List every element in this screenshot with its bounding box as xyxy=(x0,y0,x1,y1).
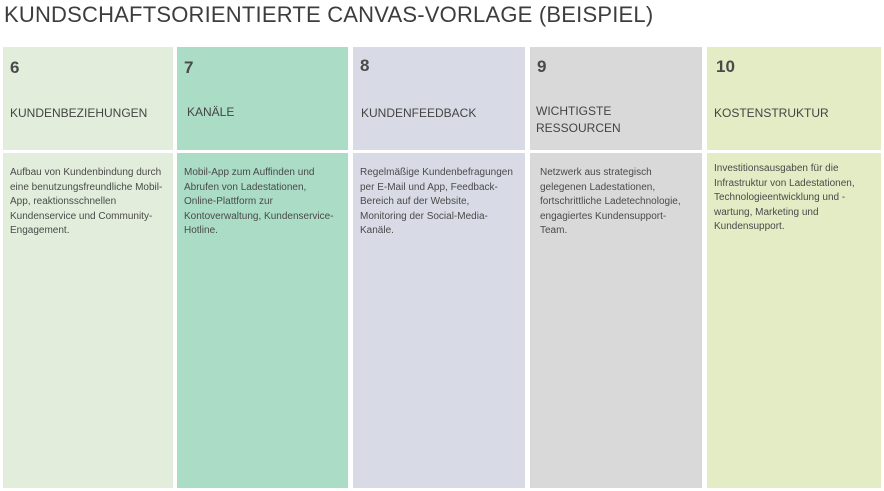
column-body xyxy=(353,153,525,488)
column-header xyxy=(353,47,525,150)
column-number: 8 xyxy=(360,56,370,75)
column-body xyxy=(3,153,173,488)
column-text: Mobil-App zum Auffinden und Abrufen von Ladestationen, Online-Plattform zur Kontoverwaltung, Kundenservice-Hotline. xyxy=(184,167,334,237)
column-number: 9 xyxy=(537,57,547,76)
column-body xyxy=(177,153,348,488)
column-label: KUNDENFEEDBACK xyxy=(361,106,477,120)
column-text: Netzwerk aus strategisch gelegenen Ladestationen, fortschrittliche Ladetechnologie, engagiertes Kundensupport-Team. xyxy=(540,167,681,237)
column-label: KOSTENSTRUKTUR xyxy=(714,106,829,120)
column-label: WICHTIGSTE RESSOURCEN xyxy=(536,104,621,135)
column-text: Aufbau von Kundenbindung durch eine benutzungsfreundliche Mobil-App, reaktionsschnellen Kundenservice und Community-Engagement. xyxy=(10,167,163,237)
column-label: KANÄLE xyxy=(187,105,235,119)
column-label: KUNDENBEZIEHUNGEN xyxy=(10,106,148,120)
column-header xyxy=(177,47,348,150)
column-number: 10 xyxy=(716,57,735,76)
column-number: 7 xyxy=(184,58,194,77)
column-number: 6 xyxy=(10,58,20,77)
column-text: Investitionsausgaben für die Infrastruktur von Ladestationen, Technologieentwicklung und -wartung, Marketing und Kundensupport. xyxy=(714,163,855,233)
column-header xyxy=(530,47,702,150)
page-title: KUNDSCHAFTSORIENTIERTE CANVAS-VORLAGE (BEISPIEL) xyxy=(4,2,654,27)
column-text: Regelmäßige Kundenbefragungen per E-Mail und App, Feedback-Bereich auf der Website, Monitoring der Social-Media-Kanäle. xyxy=(360,167,513,237)
column-body xyxy=(530,153,702,488)
column-header xyxy=(3,47,173,150)
column-header xyxy=(707,47,881,150)
column-body xyxy=(707,153,881,488)
